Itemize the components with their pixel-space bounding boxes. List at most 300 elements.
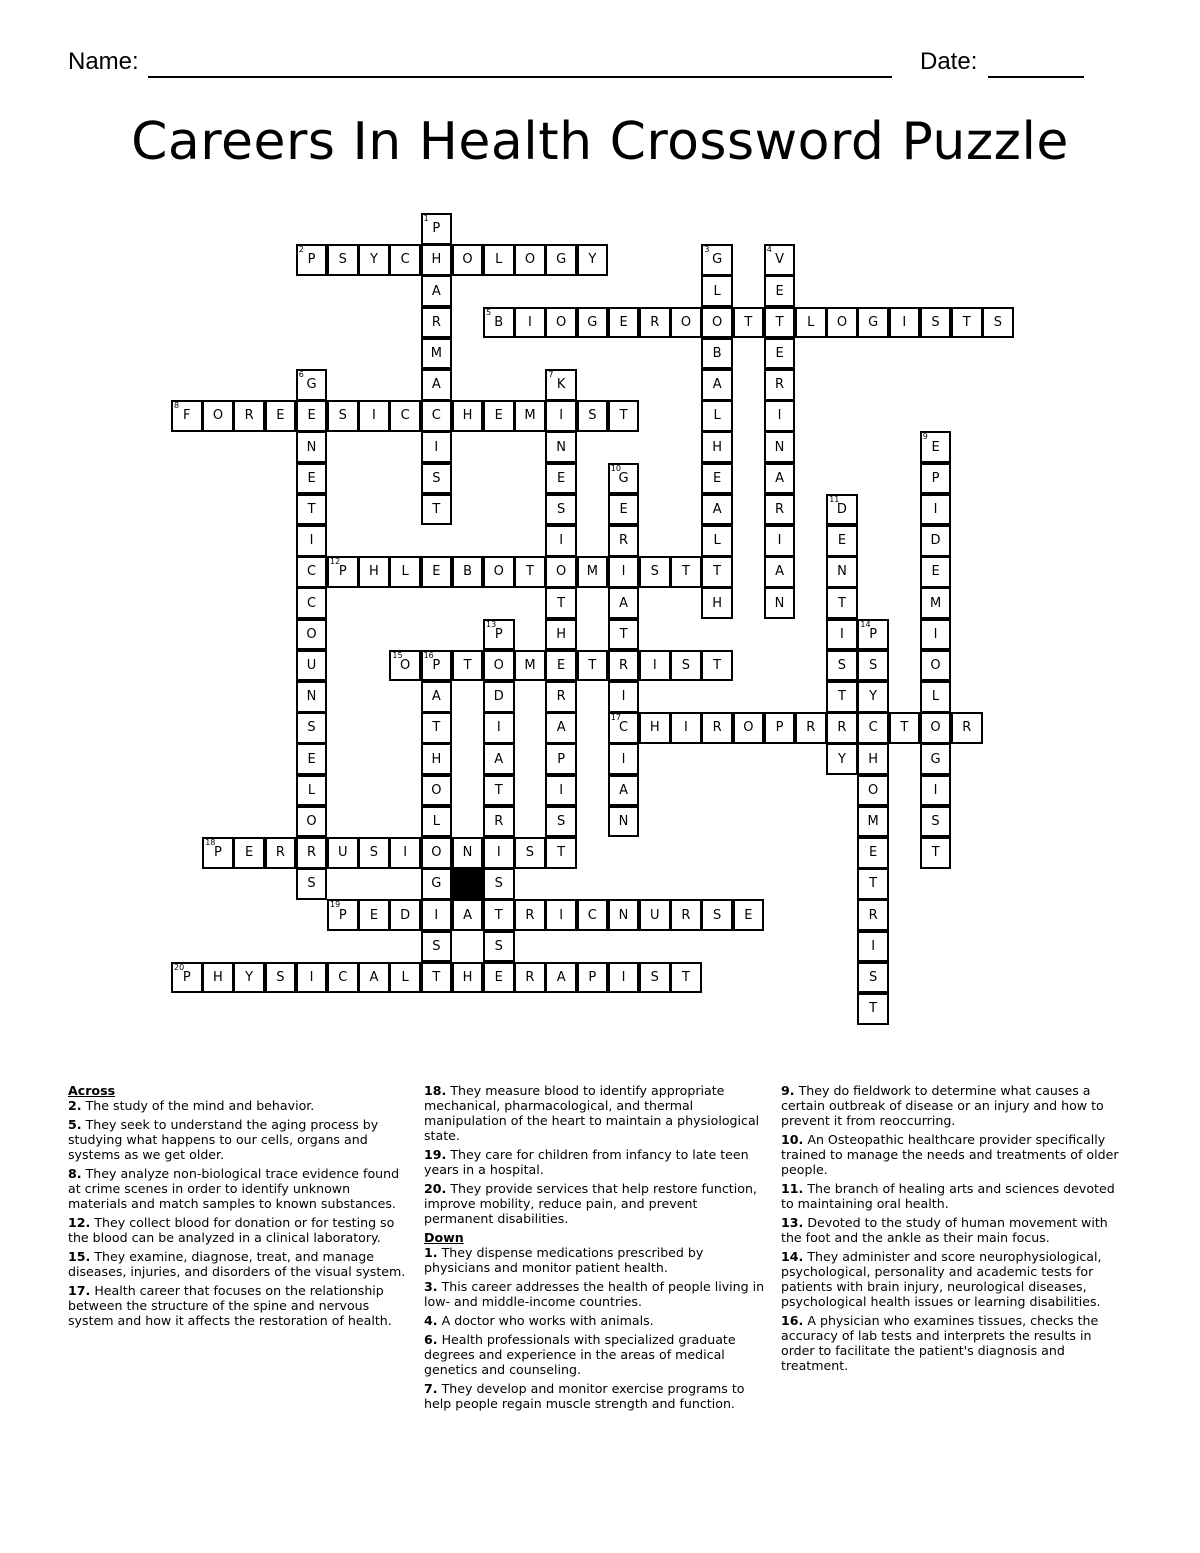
grid-cell[interactable] [545,556,577,588]
grid-cell[interactable] [514,400,546,432]
grid-cell[interactable] [608,712,640,744]
grid-cell[interactable] [701,307,733,339]
grid-cell[interactable] [452,837,484,869]
grid-cell[interactable] [296,431,328,463]
date-label: Date: [920,48,978,75]
cell-letter: S [650,564,659,580]
grid-cell[interactable] [483,837,515,869]
grid-cell[interactable] [826,743,858,775]
cell-letter: O [930,720,941,736]
grid-cell[interactable] [764,712,796,744]
cell-letter: N [618,814,629,830]
grid-cell[interactable] [701,494,733,526]
clue-down-13: 13. Devoted to the study of human movement with the foot and the ankle as their main focus. [781,1215,1108,1245]
grid-cell[interactable] [421,400,453,432]
grid-cell[interactable] [483,619,515,651]
cell-letter: T [494,782,503,798]
grid-cell[interactable] [670,650,702,682]
cell-letter: Y [837,751,846,767]
grid-cell[interactable] [764,244,796,276]
grid-cell[interactable] [265,400,297,432]
grid-cell[interactable] [857,993,889,1025]
grid-cell[interactable] [514,837,546,869]
grid-cell[interactable] [296,619,328,651]
grid-cell[interactable] [639,899,671,931]
grid-cell[interactable] [639,962,671,994]
grid-cell[interactable] [483,650,515,682]
grid-cell[interactable] [421,899,453,931]
grid-cell[interactable] [296,494,328,526]
grid-cell[interactable] [670,307,702,339]
grid-cell[interactable] [296,463,328,495]
grid-cell[interactable] [857,806,889,838]
grid-cell[interactable] [701,244,733,276]
grid-cell[interactable] [545,681,577,713]
grid-cell[interactable] [920,743,952,775]
grid-cell[interactable] [826,650,858,682]
grid-cell[interactable] [889,712,921,744]
grid-cell[interactable] [421,775,453,807]
grid-cell[interactable] [545,307,577,339]
cell-letter: R [494,814,504,830]
grid-cell[interactable] [389,556,421,588]
cell-letter: O [493,658,504,674]
grid-cell[interactable] [577,244,609,276]
grid-cell[interactable] [421,494,453,526]
grid-cell[interactable] [545,400,577,432]
grid-cell[interactable] [701,712,733,744]
grid-cell[interactable] [857,962,889,994]
grid-cell[interactable] [421,868,453,900]
cell-letter: T [463,658,472,674]
cell-letter: E [307,751,316,767]
grid-cell[interactable] [421,806,453,838]
grid-cell[interactable] [795,712,827,744]
grid-cell[interactable] [483,712,515,744]
cell-letter: I [621,564,626,580]
cell-letter: L [713,283,721,299]
cell-letter: O [462,252,473,268]
grid-cell[interactable] [920,494,952,526]
clue-number: 19 [330,900,341,910]
cell-letter: R [431,314,441,330]
grid-cell[interactable] [608,743,640,775]
grid-cell[interactable] [171,962,203,994]
grid-cell[interactable] [701,431,733,463]
grid-cell[interactable] [857,619,889,651]
clue-across-18: 18. They measure blood to identify appropriate mechanical, pharmacological, and thermal manipulation of the heart to maintain a physiological state. [424,1083,760,1143]
grid-cell[interactable] [701,275,733,307]
grid-cell[interactable] [764,463,796,495]
grid-cell[interactable] [701,525,733,557]
grid-cell[interactable] [452,650,484,682]
grid-cell[interactable] [389,244,421,276]
grid-cell[interactable] [296,369,328,401]
grid-cell[interactable] [296,962,328,994]
cell-letter: B [494,314,504,330]
grid-cell[interactable] [764,556,796,588]
clue-number: 10 [610,463,621,473]
grid-cell[interactable] [389,899,421,931]
cell-letter: H [712,595,723,611]
grid-cell[interactable] [483,962,515,994]
grid-cell[interactable] [545,619,577,651]
cell-letter: U [306,658,317,674]
grid-cell[interactable] [421,837,453,869]
grid-cell[interactable] [951,712,983,744]
grid-cell[interactable] [483,775,515,807]
cell-letter: T [713,658,722,674]
grid-cell[interactable] [421,431,453,463]
grid-cell[interactable] [639,712,671,744]
cell-letter: S [837,658,847,674]
grid-cell[interactable] [296,775,328,807]
grid-cell[interactable] [545,431,577,463]
grid-cell[interactable] [265,837,297,869]
grid-cell[interactable] [514,899,546,931]
cell-letter: N [774,595,785,611]
cell-letter: O [743,720,754,736]
grid-cell[interactable] [421,650,453,682]
grid-cell[interactable] [389,400,421,432]
grid-cell[interactable] [608,463,640,495]
grid-cell[interactable] [296,587,328,619]
grid-cell[interactable] [920,307,952,339]
grid-cell[interactable] [764,275,796,307]
grid-cell[interactable] [483,806,515,838]
grid-cell[interactable] [764,369,796,401]
grid-cell[interactable] [421,712,453,744]
grid-cell[interactable] [608,525,640,557]
cell-letter: I [902,314,907,330]
grid-cell[interactable] [327,837,359,869]
grid-cell[interactable] [358,962,390,994]
grid-cell[interactable] [701,556,733,588]
grid-cell[interactable] [233,400,265,432]
cell-letter: E [931,439,940,455]
cell-letter: A [619,782,628,798]
cell-letter: S [338,252,347,268]
grid-cell[interactable] [545,587,577,619]
cell-letter: I [933,782,938,798]
cell-letter: T [837,689,846,705]
clue-number: 11 [829,494,840,504]
grid-cell[interactable] [764,400,796,432]
grid-cell[interactable] [701,650,733,682]
grid-cell[interactable] [296,837,328,869]
grid-cell[interactable] [608,400,640,432]
clue-across-15: 15. They examine, diagnose, treat, and manage diseases, injuries, and disorders of the visual system. [68,1249,406,1279]
grid-cell[interactable] [608,899,640,931]
clues-column-2 [424,1083,769,1415]
grid-cell[interactable] [826,712,858,744]
cell-letter: S [525,845,535,861]
grid-cell[interactable] [920,587,952,619]
cell-letter: L [931,689,940,705]
grid-cell[interactable] [733,899,765,931]
grid-cell[interactable] [514,556,546,588]
grid-cell[interactable] [951,307,983,339]
grid-cell[interactable] [577,556,609,588]
grid-cell[interactable] [545,837,577,869]
grid-cell[interactable] [608,650,640,682]
grid-cell[interactable] [452,962,484,994]
grid-cell[interactable] [296,556,328,588]
grid-cell[interactable] [733,712,765,744]
grid-cell[interactable] [701,463,733,495]
grid-cell[interactable] [826,619,858,651]
cell-letter: E [775,283,784,299]
grid-cell[interactable] [701,587,733,619]
grid-cell[interactable] [421,931,453,963]
grid-cell[interactable] [421,962,453,994]
grid-cell[interactable] [327,244,359,276]
grid-cell[interactable] [389,962,421,994]
grid-cell[interactable] [483,868,515,900]
grid-cell[interactable] [608,775,640,807]
grid-cell[interactable] [421,244,453,276]
grid-cell[interactable] [545,369,577,401]
grid-cell[interactable] [826,556,858,588]
grid-cell[interactable] [608,556,640,588]
cell-letter: O [493,564,504,580]
grid-cell[interactable] [545,525,577,557]
cell-letter: A [556,720,566,736]
grid-cell[interactable] [608,494,640,526]
grid-cell[interactable] [421,307,453,339]
grid-cell[interactable] [452,244,484,276]
grid-cell[interactable] [701,369,733,401]
cell-letter: I [621,689,626,705]
grid-cell[interactable] [296,650,328,682]
grid-cell[interactable] [826,587,858,619]
grid-cell[interactable] [514,962,546,994]
grid-cell[interactable] [296,400,328,432]
grid-cell[interactable] [764,431,796,463]
cell-letter: T [432,720,441,736]
cell-letter: I [434,907,439,923]
grid-cell[interactable] [358,556,390,588]
grid-cell[interactable] [577,962,609,994]
grid-cell[interactable] [826,525,858,557]
grid-cell[interactable] [826,681,858,713]
grid-cell[interactable] [826,494,858,526]
grid-cell[interactable] [920,556,952,588]
grid-cell[interactable] [327,556,359,588]
grid-cell[interactable] [452,400,484,432]
cell-letter: P [214,845,222,861]
grid-cell[interactable] [545,962,577,994]
grid-cell[interactable] [452,556,484,588]
grid-cell[interactable] [764,307,796,339]
grid-cell[interactable] [483,681,515,713]
grid-cell[interactable] [920,650,952,682]
cell-letter: A [463,907,472,923]
grid-cell[interactable] [421,681,453,713]
grid-cell[interactable] [452,899,484,931]
grid-cell[interactable] [421,369,453,401]
grid-cell[interactable] [764,494,796,526]
grid-cell[interactable] [421,213,453,245]
grid-cell[interactable] [483,307,515,339]
grid-cell[interactable] [701,400,733,432]
cell-letter: T [775,314,784,330]
grid-cell[interactable] [639,307,671,339]
grid-cell[interactable] [920,775,952,807]
grid-cell[interactable] [857,899,889,931]
grid-cell[interactable] [670,962,702,994]
grid-cell[interactable] [920,525,952,557]
grid-cell[interactable] [358,899,390,931]
grid-cell[interactable] [327,962,359,994]
grid-cell[interactable] [857,837,889,869]
grid-cell[interactable] [514,244,546,276]
grid-cell[interactable] [483,743,515,775]
grid-cell[interactable] [608,806,640,838]
grid-cell[interactable] [545,463,577,495]
cell-letter: E [369,907,379,923]
grid-cell[interactable] [421,463,453,495]
grid-cell[interactable] [670,556,702,588]
grid-cell[interactable] [764,525,796,557]
grid-cell[interactable] [608,587,640,619]
cell-letter: L [401,970,409,986]
grid-cell[interactable] [545,743,577,775]
grid-cell[interactable] [202,837,234,869]
grid-cell[interactable] [483,899,515,931]
grid-cell[interactable] [483,244,515,276]
clue-down-11: 11. The branch of healing arts and sciences devoted to maintaining oral health. [781,1181,1115,1211]
cell-letter: S [432,938,441,954]
grid-cell[interactable] [421,556,453,588]
grid-cell[interactable] [857,650,889,682]
grid-cell[interactable] [701,338,733,370]
grid-cell[interactable] [483,556,515,588]
grid-cell[interactable] [296,681,328,713]
cell-letter: C [307,595,317,611]
grid-cell[interactable] [358,837,390,869]
grid-cell[interactable] [327,400,359,432]
grid-cell[interactable] [296,743,328,775]
grid-cell[interactable] [389,837,421,869]
clue-number: 13 [486,619,497,629]
clues-column-3 [781,1083,1126,1377]
grid-cell[interactable] [857,307,889,339]
grid-cell[interactable] [296,244,328,276]
cell-letter: T [588,658,597,674]
grid-cell[interactable] [514,307,546,339]
grid-cell[interactable] [764,587,796,619]
grid-cell[interactable] [421,743,453,775]
clue-number: 1 [423,214,429,223]
grid-cell[interactable] [920,681,952,713]
grid-cell[interactable] [577,650,609,682]
grid-cell[interactable] [296,806,328,838]
grid-cell[interactable] [857,681,889,713]
grid-cell[interactable] [764,338,796,370]
cell-letter: I [933,502,938,518]
grid-cell[interactable] [857,868,889,900]
clue-number: 15 [392,650,403,660]
grid-cell[interactable] [857,712,889,744]
grid-cell[interactable] [639,650,671,682]
clue-down-16: 16. A physician who examines tissues, checks the accuracy of lab tests and interprets the results in order to facilitate the patient's diagnosis and treatment. [781,1313,1099,1373]
grid-cell[interactable] [608,681,640,713]
grid-cell[interactable] [202,962,234,994]
grid-cell[interactable] [389,650,421,682]
grid-cell[interactable] [577,400,609,432]
grid-cell[interactable] [920,837,952,869]
cell-letter: U [337,845,348,861]
grid-cell[interactable] [639,556,671,588]
grid-cell[interactable] [171,400,203,432]
black-cell [452,868,484,900]
grid-cell[interactable] [982,307,1014,339]
grid-cell[interactable] [545,899,577,931]
grid-cell[interactable] [233,837,265,869]
grid-cell[interactable] [296,525,328,557]
grid-cell[interactable] [577,307,609,339]
grid-cell[interactable] [857,775,889,807]
grid-cell[interactable] [545,775,577,807]
grid-cell[interactable] [670,899,702,931]
grid-cell[interactable] [608,619,640,651]
grid-cell[interactable] [701,899,733,931]
cell-letter: P [338,564,347,580]
grid-cell[interactable] [670,712,702,744]
grid-cell[interactable] [545,494,577,526]
cell-letter: I [684,720,688,736]
grid-cell[interactable] [202,400,234,432]
grid-cell[interactable] [296,868,328,900]
grid-cell[interactable] [233,962,265,994]
grid-cell[interactable] [889,307,921,339]
grid-cell[interactable] [421,338,453,370]
grid-cell[interactable] [483,400,515,432]
grid-cell[interactable] [733,307,765,339]
grid-cell[interactable] [577,899,609,931]
grid-cell[interactable] [795,307,827,339]
grid-cell[interactable] [545,650,577,682]
clue-number: 5 [486,307,492,317]
grid-cell[interactable] [358,400,390,432]
grid-cell[interactable] [545,712,577,744]
grid-cell[interactable] [608,962,640,994]
grid-cell[interactable] [857,931,889,963]
grid-cell[interactable] [920,431,952,463]
cell-letter: I [621,970,626,986]
grid-cell[interactable] [826,307,858,339]
cell-letter: R [775,377,785,393]
grid-cell[interactable] [920,806,952,838]
grid-cell[interactable] [358,244,390,276]
clue-number: 16 [423,650,434,660]
grid-cell[interactable] [608,307,640,339]
grid-cell[interactable] [920,463,952,495]
grid-cell[interactable] [920,712,952,744]
grid-cell[interactable] [327,899,359,931]
grid-cell[interactable] [545,244,577,276]
grid-cell[interactable] [483,931,515,963]
grid-cell[interactable] [920,619,952,651]
grid-cell[interactable] [265,962,297,994]
grid-cell[interactable] [421,275,453,307]
cell-letter: Y [588,252,597,268]
grid-cell[interactable] [296,712,328,744]
grid-cell[interactable] [857,743,889,775]
grid-cell[interactable] [545,806,577,838]
grid-cell[interactable] [514,650,546,682]
